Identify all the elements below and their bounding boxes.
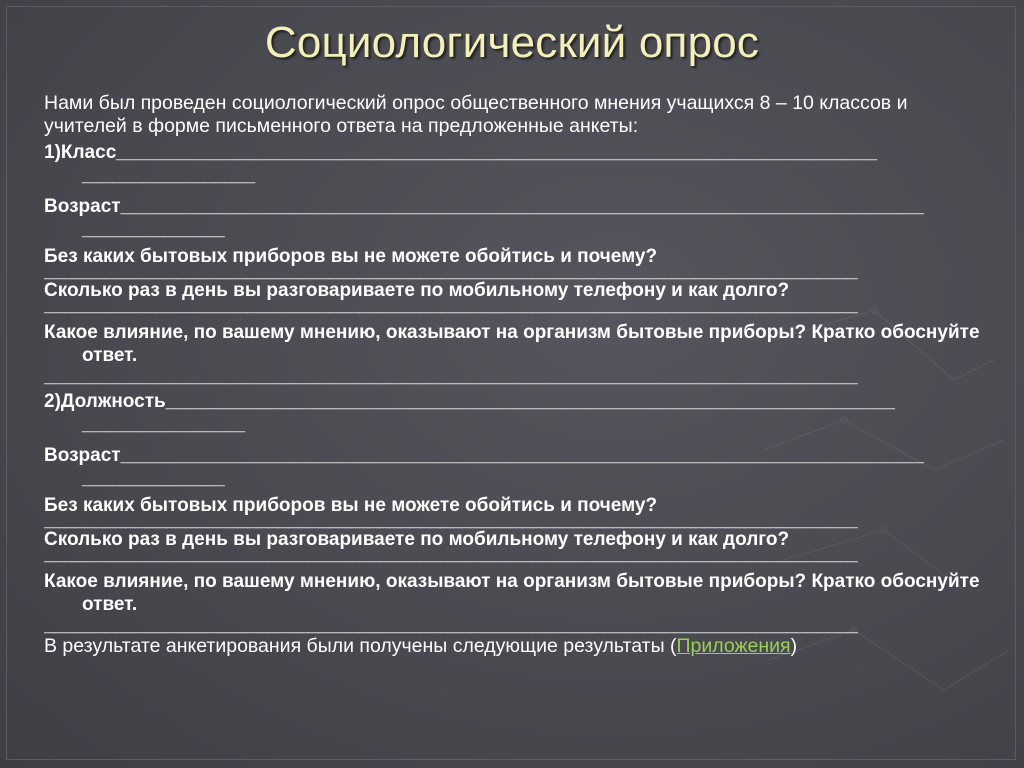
survey-content: [44, 92, 994, 658]
age-label: Возраст: [44, 196, 121, 217]
question-phone-usage: Сколько раз в день вы разговариваете по мобильному телефону и как долго?: [44, 280, 790, 301]
appendix-link[interactable]: Приложения: [676, 635, 791, 657]
age-field-row: [44, 195, 994, 218]
results-footer: [44, 635, 994, 658]
age-blank[interactable]: ____________________________________________________________________________: [120, 196, 924, 217]
class-blank[interactable]: ________________________________________________________________________: [116, 142, 878, 163]
age-label-2: Возраст: [44, 445, 121, 466]
question-appliances-2: Без каких бытовых приборов вы не можете обойтись и почему?: [44, 495, 658, 516]
position-field-row: [44, 390, 994, 413]
position-blank-continued[interactable]: ________________: [82, 414, 245, 435]
question-influence: Какое влияние, по вашему мнению, оказывают на организм бытовые приборы? Кратко обоснуйте ответ.: [44, 322, 980, 366]
age-blank-continued[interactable]: ______________: [82, 219, 225, 240]
slide-title: Социологический опрос: [264, 18, 760, 67]
results-close-paren: ): [790, 635, 798, 657]
question-influence-2: Какое влияние, по вашему мнению, оказывают на организм бытовые приборы? Кратко обоснуйте ответ.: [44, 571, 980, 615]
class-field-row: [44, 141, 994, 164]
answer-line-influence-2[interactable]: ________________________________________________________________________________: [44, 615, 858, 636]
answer-line-phone-usage-2[interactable]: ________________________________________________________________________________: [44, 544, 858, 565]
answer-line-phone-usage[interactable]: ________________________________________________________________________________: [44, 295, 858, 316]
results-text: В результате анкетирования были получены следующие результаты (: [44, 635, 677, 657]
class-blank-continued[interactable]: _________________: [82, 165, 255, 186]
answer-line-influence[interactable]: ________________________________________________________________________________: [44, 366, 858, 387]
survey-section-teachers: [44, 390, 994, 637]
question-appliances: Без каких бытовых приборов вы не можете обойтись и почему?: [44, 246, 658, 267]
age-blank-2[interactable]: ____________________________________________________________________________: [120, 445, 924, 466]
survey-section-students: [44, 141, 994, 388]
question-phone-usage-2: Сколько раз в день вы разговариваете по мобильному телефону и как долго?: [44, 529, 790, 550]
age-field-row-2: [44, 444, 994, 467]
position-label: 2)Должность: [44, 391, 166, 412]
answer-line-appliances[interactable]: ________________________________________________________________________________: [44, 261, 858, 282]
age-blank-continued-2[interactable]: ______________: [82, 468, 225, 489]
position-blank[interactable]: _____________________________________________________________________: [165, 391, 895, 412]
intro-text: Нами был проведен социологический опрос общественного мнения учащихся 8 – 10 классов и учителей в форме письменного ответа на предложенные анкеты:: [44, 92, 908, 137]
class-label: 1)Класс: [44, 142, 117, 163]
answer-line-appliances-2[interactable]: ________________________________________________________________________________: [44, 510, 858, 531]
